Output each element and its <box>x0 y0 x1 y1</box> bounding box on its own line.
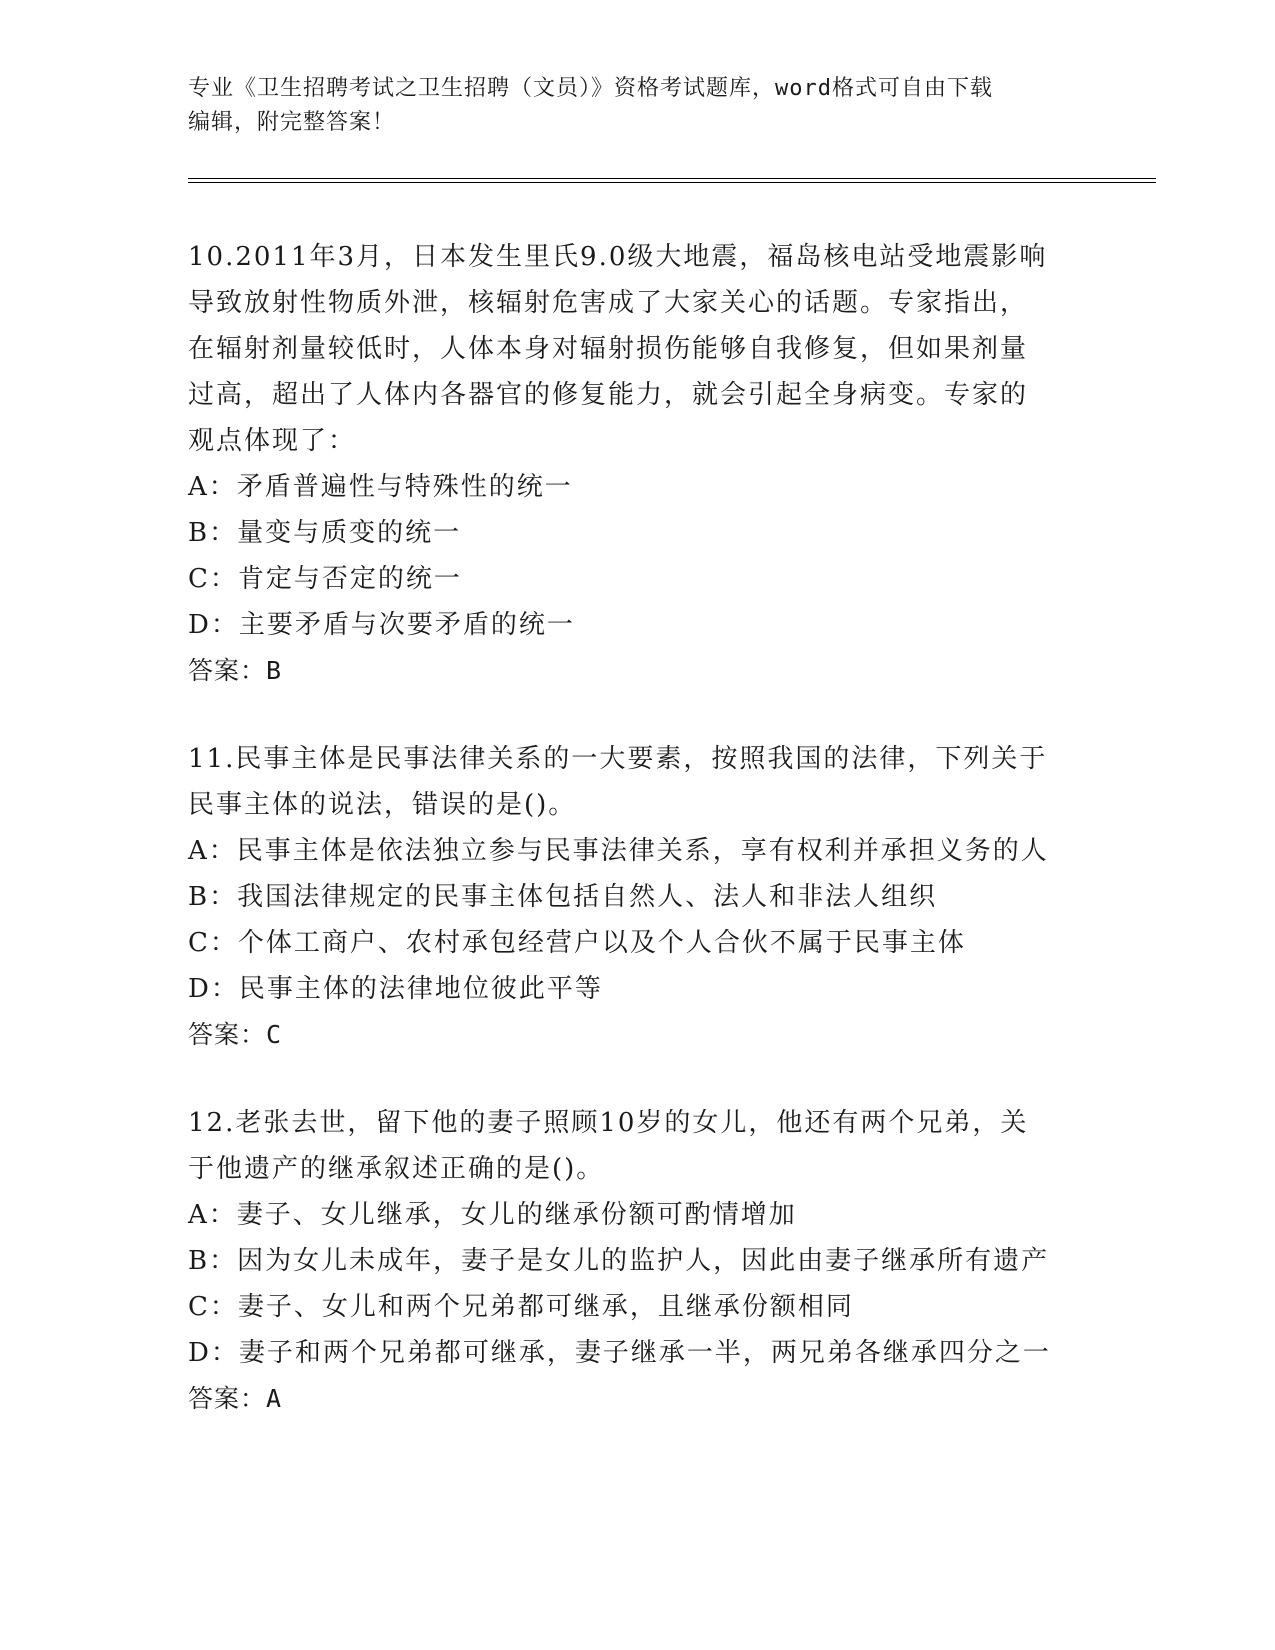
option-c: C：妻子、女儿和两个兄弟都可继承，且继承份额相同 <box>188 1292 854 1322</box>
answer: 答案：A <box>188 1384 283 1413</box>
question-stem <box>188 736 1088 828</box>
answer: 答案：C <box>188 1020 283 1049</box>
question-stem <box>188 1100 1088 1192</box>
option-d: D：主要矛盾与次要矛盾的统一 <box>188 610 575 640</box>
option-c: C：个体工商户、农村承包经营户以及个人合伙不属于民事主体 <box>188 928 966 958</box>
question-10 <box>188 234 1088 694</box>
stem-line: 导致放射性物质外泄，核辐射危害成了大家关心的话题。专家指出， <box>188 288 1029 318</box>
option-d: D：妻子和两个兄弟都可继承，妻子继承一半，两兄弟各继承四分之一 <box>188 1338 1051 1368</box>
stem-line: 观点体现了： <box>188 426 357 456</box>
stem-line: 在辐射剂量较低时，人体本身对辐射损伤能够自我修复，但如果剂量 <box>188 334 1029 364</box>
option-b: B：量变与质变的统一 <box>188 518 462 548</box>
question-stem <box>188 234 1088 464</box>
stem-line: 11.民事主体是民事法律关系的一大要素，按照我国的法律，下列关于 <box>188 744 1048 774</box>
option-a: A：妻子、女儿继承，女儿的继承份额可酌情增加 <box>188 1200 797 1230</box>
stem-line: 12.老张去世，留下他的妻子照顾10岁的女儿，他还有两个兄弟，关 <box>188 1108 1029 1138</box>
option-c: C：肯定与否定的统一 <box>188 564 462 594</box>
stem-line: 于他遗产的继承叙述正确的是()。 <box>188 1154 605 1184</box>
option-a: A：矛盾普遍性与特殊性的统一 <box>188 472 573 502</box>
document-header <box>188 72 1088 140</box>
stem-line: 10.2011年3月，日本发生里氏9.0级大地震，福岛核电站受地震影响 <box>188 242 1048 272</box>
header-divider-top <box>188 178 1156 179</box>
stem-line: 民事主体的说法，错误的是()。 <box>188 790 577 820</box>
option-a: A：民事主体是依法独立参与民事法律关系，享有权利并承担义务的人 <box>188 836 1049 866</box>
header-divider-bottom <box>188 182 1156 183</box>
header-line-1: 专业《卫生招聘考试之卫生招聘（文员）》资格考试题库，word格式可自由下载 <box>188 76 993 101</box>
option-b: B：我国法律规定的民事主体包括自然人、法人和非法人组织 <box>188 882 938 912</box>
option-b: B：因为女儿未成年，妻子是女儿的监护人，因此由妻子继承所有遗产 <box>188 1246 1050 1276</box>
header-line-2: 编辑，附完整答案！ <box>188 110 396 135</box>
question-12 <box>188 1100 1088 1422</box>
option-d: D：民事主体的法律地位彼此平等 <box>188 974 603 1004</box>
answer: 答案：B <box>188 656 283 685</box>
stem-line: 过高，超出了人体内各器官的修复能力，就会引起全身病变。专家的 <box>188 380 1029 410</box>
question-11 <box>188 736 1088 1058</box>
